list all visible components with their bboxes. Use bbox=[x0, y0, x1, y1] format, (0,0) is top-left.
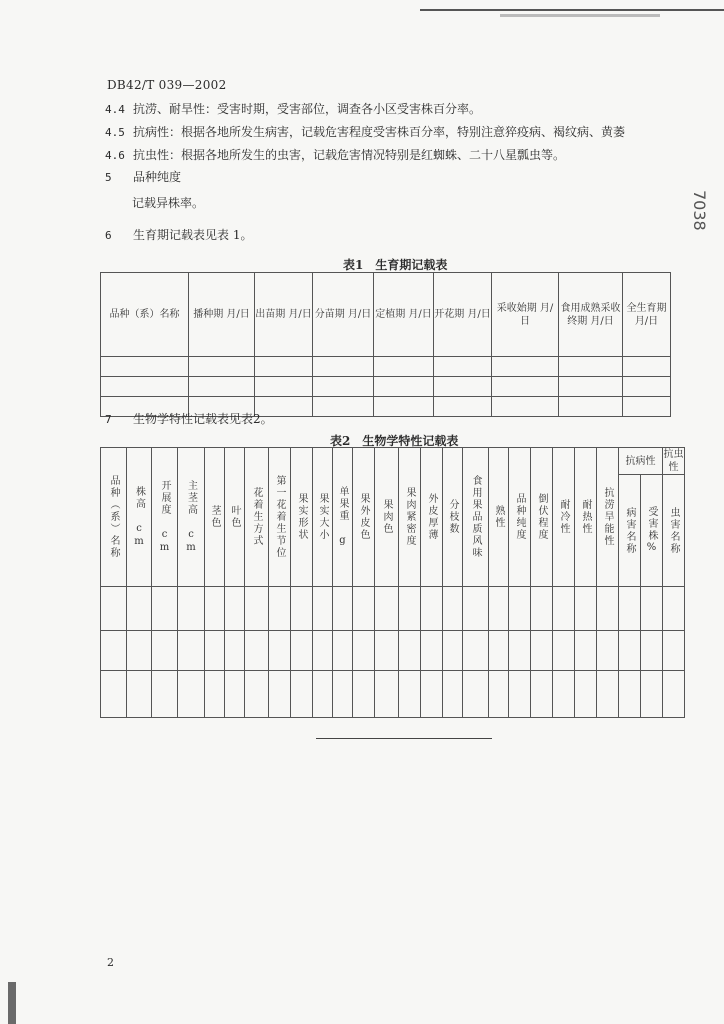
table-row bbox=[101, 377, 671, 397]
table-row bbox=[101, 671, 685, 718]
table2-header-cell: 虫害名称 bbox=[663, 475, 685, 587]
table2-header-cell: 果肉紧密度 bbox=[399, 448, 421, 587]
table-row bbox=[101, 357, 671, 377]
table2-caption: 表2 生物学特性记载表 bbox=[330, 434, 459, 448]
table2-header-cell: 花着生方式 bbox=[245, 448, 269, 587]
table-row bbox=[101, 631, 685, 671]
end-rule bbox=[316, 738, 492, 739]
table2-header-cell: 果外皮色 bbox=[353, 448, 375, 587]
table1-caption: 表1 生育期记载表 bbox=[343, 258, 448, 272]
table2-group-pest: 抗虫性 bbox=[663, 449, 684, 473]
table2-group-disease: 抗病性 bbox=[619, 448, 663, 475]
section-5-body: 记载异株率。 bbox=[132, 196, 205, 210]
page-number: 2 bbox=[107, 956, 114, 969]
section-5-heading: 5 品种纯度 bbox=[105, 170, 182, 184]
table1-header-cell: 全生育期 月/日 bbox=[623, 273, 671, 357]
table2-header-cell: 茎色 bbox=[205, 448, 225, 587]
item-4-5: 4.5 抗病性：根据各地所发生病害，记载危害程度受害株百分率，特别注意猝疫病、褐纹病、黄萎 bbox=[105, 125, 626, 139]
table2-header-cell: 果实大小 bbox=[313, 448, 333, 587]
table2-header-cell: 株高 cm bbox=[127, 448, 152, 587]
table2-header-cell: 受害株% bbox=[641, 475, 663, 587]
handwritten-note: 7038 bbox=[690, 190, 709, 231]
table1-header-cell: 品种（系）名称 bbox=[101, 273, 189, 357]
table1-header-cell: 食用成熟采收终期 月/日 bbox=[559, 273, 623, 357]
table2-header-cell: 耐热性 bbox=[575, 448, 597, 587]
table1-growth-period bbox=[100, 272, 671, 417]
table2-header-cell: 品种（系）名称 bbox=[101, 448, 127, 587]
table2-header-cell: 开展度 cm bbox=[152, 448, 178, 587]
table2-header-cell: 品种纯度 bbox=[509, 448, 531, 587]
table-row bbox=[101, 587, 685, 631]
table2-biological-traits bbox=[100, 447, 685, 718]
table2-header-cell: 倒伏程度 bbox=[531, 448, 553, 587]
table2-header-cell: 食用果品质风味 bbox=[463, 448, 489, 587]
table2-header-cell: 熟性 bbox=[489, 448, 509, 587]
table2-header-cell: 单果重 g bbox=[333, 448, 353, 587]
item-4-4: 4.4 抗涝、耐旱性：受害时期，受害部位，调查各小区受害株百分率。 bbox=[105, 102, 482, 116]
table1-header-cell: 采收始期 月/日 bbox=[492, 273, 559, 357]
table2-header-cell: 果实形状 bbox=[291, 448, 313, 587]
top-rule bbox=[420, 9, 724, 11]
table1-header-cell: 定植期 月/日 bbox=[374, 273, 434, 357]
table2-header-cell: 耐冷性 bbox=[553, 448, 575, 587]
section-6-heading: 6 生育期记载表见表 1。 bbox=[105, 228, 253, 242]
table2-header-cell: 叶色 bbox=[225, 448, 245, 587]
table2-header-cell: 病害名称 bbox=[619, 475, 641, 587]
table1-header-cell: 出苗期 月/日 bbox=[255, 273, 313, 357]
table1-header-cell: 播种期 月/日 bbox=[189, 273, 255, 357]
table2-header-cell: 果肉色 bbox=[375, 448, 399, 587]
table2-header-cell: 第一花着生节位 bbox=[269, 448, 291, 587]
document-id: DB42/T 039—2002 bbox=[107, 78, 227, 92]
section-7-heading: 7 生物学特性记载表见表2。 bbox=[105, 412, 273, 426]
table1-header-row bbox=[101, 273, 671, 357]
table1-header-cell: 分苗期 月/日 bbox=[313, 273, 374, 357]
table2-header-cell: 主茎高 cm bbox=[178, 448, 205, 587]
table2-header-cell: 外皮厚薄 bbox=[421, 448, 443, 587]
table2-header-row-1 bbox=[101, 448, 685, 475]
top-rule-shadow bbox=[500, 14, 660, 17]
item-4-6: 4.6 抗虫性：根据各地所发生的虫害，记载危害情况特别是红蜘蛛、二十八星瓢虫等。 bbox=[105, 148, 566, 162]
table1-header-cell: 开花期 月/日 bbox=[434, 273, 492, 357]
table2-header-cell: 分枝数 bbox=[443, 448, 463, 587]
binding-mark bbox=[8, 982, 16, 1024]
table2-header-cell: 抗涝旱能性 bbox=[597, 448, 619, 587]
